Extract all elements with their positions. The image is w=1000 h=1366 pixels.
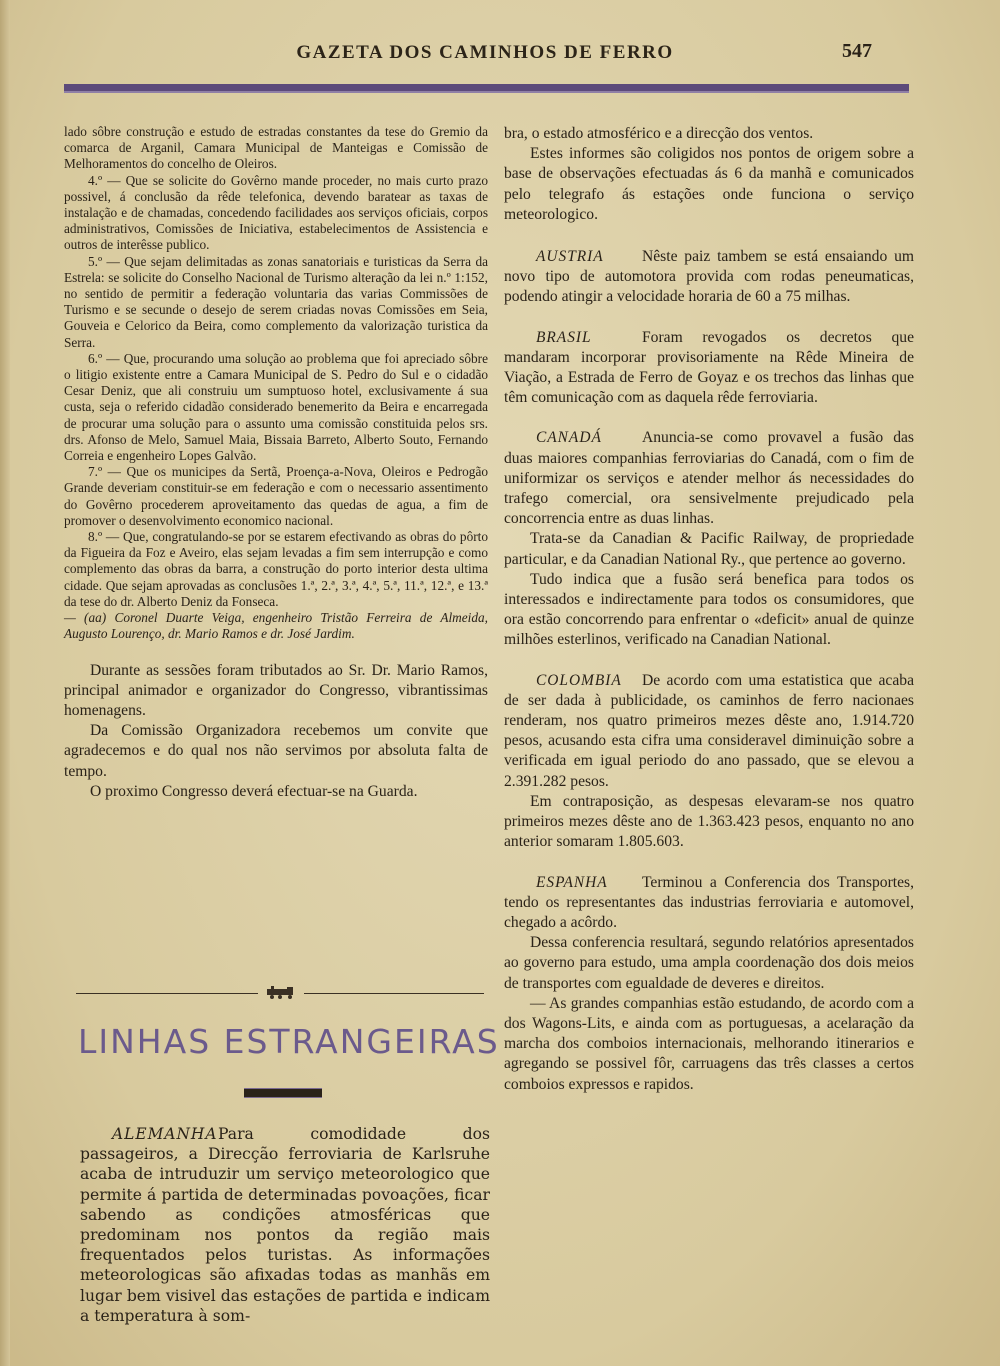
country-heading: CANADÁ (536, 429, 602, 447)
title-underline (244, 1088, 322, 1098)
closing-paragraphs (64, 661, 488, 802)
body-paragraph: Durante as sessões foram tributados ao Sr. Dr. Mario Ramos, principal animador e organizador do Congresso, vibrantissimas homenagens. (64, 661, 488, 719)
entry-text: De acordo com uma estatistica que acaba de ser dada à publicidade, os caminhos de ferro nacionaes renderam, nos quatro primeiros mezes dêste ano, 1.914.720 pesos, acusando esta cifra uma consideravel diminuição sobre a verificada em igual periodo do ano passado, que se elevou a 2.391.282 pesos. (504, 671, 914, 790)
right-column (504, 124, 914, 1095)
body-paragraph: — As grandes companhias estão estudando, de acordo com a dos Wagons-Lits, e ainda com as portuguesas, a acelaração da marcha dos comboios internacionais, melhorando itinerarios e agregando se possivel fôr, carruagens das três classes a certos comboios expressos e rapidos. (504, 994, 914, 1093)
entry-text: Para comodidade dos passageiros, a Direcção ferroviaria de Karlsruhe acaba de intruduzir um serviço meteorologico que permite á partida de determinadas povoações, ficar sabendo as condições atmosféricas que predominam nos pontos da região mais frequentados pelos turistas. As informações meteorologicas são afixadas todas as manhãs em lugar bem visivel das estações de partida e indicam a temperatura à som- (80, 1125, 490, 1325)
resolution-paragraph: 6.º — Que, procurando uma solução ao problema que foi apreciado sôbre o litigio existente entre a Camara Municipal de S. Pedro do Sul e o cidadão Cesar Deniz, que ali construiu um sumptuoso hotel, exclusivamente á sua custa, seja o referido cidadão considerado benemerito da Beira e encarregada de procurar uma solução para o assunto uma comissão constituida pelos srs. drs. Afonso de Melo, Samuel Maia, Bissaia Barreto, Alberto Souto, Fernando Correia e engenheiro Lopes Galvão. (64, 350, 488, 464)
section-divider (76, 985, 484, 1001)
page-number: 547 (842, 40, 872, 62)
divider-line (304, 993, 484, 994)
body-paragraph: Estes informes são coligidos nos pontos de origem sobre a base de observações efectuadas ás 6 da manhã e comunicados pelo telegrafo ás estações onde funciona o serviço meteorologico. (504, 145, 914, 223)
body-paragraph: Dessa conferencia resultará, segundo relatórios apresentados ao governo para estudo, uma ampla coordenação dos dois meios de transportes com egualdade de deveres e direitos. (504, 934, 914, 992)
canada-entry (504, 428, 914, 650)
espanha-entry (504, 873, 914, 1095)
left-column (64, 124, 488, 802)
country-heading: AUSTRIA (536, 248, 604, 266)
entry-text: Nêste paiz tambem se está ensaiando um novo tipo de automotora provida com rodas peneumaticas, podendo atingir a velocidade horaria de 60 a 75 milhas. (504, 248, 914, 306)
body-paragraph: Da Comissão Organizadora recebemos um convite que agradecemos e do qual nos não servimos por absoluta falta de tempo. (64, 722, 488, 780)
alemanha-entry (80, 1124, 490, 1326)
page-edge (0, 0, 10, 1366)
divider-line (76, 993, 258, 994)
page-header (60, 38, 910, 78)
austria-entry (504, 247, 914, 308)
body-paragraph: Trata-se da Canadian & Pacific Railway, de propriedade particular, e da Canadian National Ry., que pertence ao governo. (504, 530, 914, 568)
body-paragraph: bra, o estado atmosférico e a direcção dos ventos. (504, 125, 814, 142)
resolution-paragraph: lado sôbre construção e estudo de estradas constantes da tese do Gremio da comarca de Arganil, Camara Municipal de Manteigas e Comissão de Melhoramentos do concelho de Oleiros. (64, 124, 488, 172)
signature-line: — (aa) Coronel Duarte Veiga, engenheiro Tristão Ferreira de Almeida, Augusto Lourenço, dr. Mario Ramos e dr. José Jardim. (64, 610, 488, 642)
header-rule (64, 84, 909, 93)
resolution-paragraph: 5.º — Que sejam delimitadas as zonas sanatoriais e turisticas da Serra da Estrela: se solicite do Conselho Nacional de Turismo alteração da lei n.º 1:152, no sentido de permitir a federação voluntaria das varias Commissões de Turismo e se secunde o desejo de serem criadas novas Comissões em Seia, Gouveia e Celorico da Beira, como complemento da valorização turistica da Serra. (64, 253, 488, 350)
resolution-paragraph: 8.º — Que, congratulando-se por se estarem efectivando as obras do pôrto da Figueira da Foz e Aveiro, elas sejam levadas a fim sem interrupção e como complemento das obras da barra, a construção do porto interior desta ultima cidade. Que sejam aprovadas as conclusões 1.ª, 2.ª, 3.ª, 4.ª, 5.ª, 11.ª, 12.ª, e 13.ª da tese do dr. Alberto Deniz da Fonseca. (64, 529, 488, 609)
entry-text: Terminou a Conferencia dos Transportes, tendo os representantes das industrias ferroviaria e automovel, chegado a acôrdo. (504, 873, 914, 931)
body-paragraph: Em contraposição, as despesas elevaram-se nos quatro primeiros mezes dêste ano de 1.363.423 pesos, enquanto no ano anterior somaram 1.805.603. (504, 792, 914, 851)
section-title: LINHAS ESTRANGEIRAS (78, 1022, 500, 1061)
entry-text: Anuncia-se como provavel a fusão das duas maiores companhias ferroviarias do Canadá, com o fim de uniformizar os serviços e atender melhor ás necessidades do trafego comercial, ora sensivelmente prejudicado pela concorrencia entre as duas linhas. (504, 429, 914, 528)
country-heading: ESPANHA (536, 873, 608, 891)
resolutions-list (64, 124, 488, 643)
country-heading: ALEMANHA (112, 1125, 218, 1143)
publication-title: GAZETA DOS CAMINHOS DE FERRO (296, 42, 674, 63)
colombia-entry (504, 671, 914, 853)
brasil-entry (504, 328, 914, 409)
resolution-paragraph: 7.º — Que os municipes da Sertã, Proença-a-Nova, Oleiros e Pedrogão Grande deveriam constituir-se em federação e com o necessario assentimento do Govêrno procederem aproveitamento das quedas de agua, a fim de promover o desenvolvimento economico nacional. (64, 464, 488, 528)
country-heading: BRASIL (536, 328, 592, 346)
country-heading: COLOMBIA (536, 671, 622, 689)
body-paragraph: O proximo Congresso deverá efectuar-se na Guarda. (90, 782, 418, 800)
body-paragraph: Tudo indica que a fusão será benefica para todos os interessados e indirectamente para todos os consumidores, que ora estão concorrendo para enfrentar o «deficit» anual de quinze milhões esterlinos, verificado na Canadian National. (504, 570, 914, 649)
train-icon (265, 985, 297, 999)
resolution-paragraph: 4.º — Que se solicite do Govêrno mande proceder, no mais curto prazo possivel, á conclusão da rêde telefonica, devendo baratear as taxas de instalação e de chamadas, concedendo facilidades aos serviços oficiais, corpos administrativos, Comissões de Iniciativa, estabelecimentos de Assistencia e outros de interêsse publico. (64, 172, 488, 253)
entry-text: Foram revogados os decretos que mandaram incorporar provisoriamente na Rêde Mineira de Viação, a Estrada de Ferro de Goyaz e os trechos das linhas que têm comunicação com as daquela rêde ferroviaria. (504, 328, 914, 407)
